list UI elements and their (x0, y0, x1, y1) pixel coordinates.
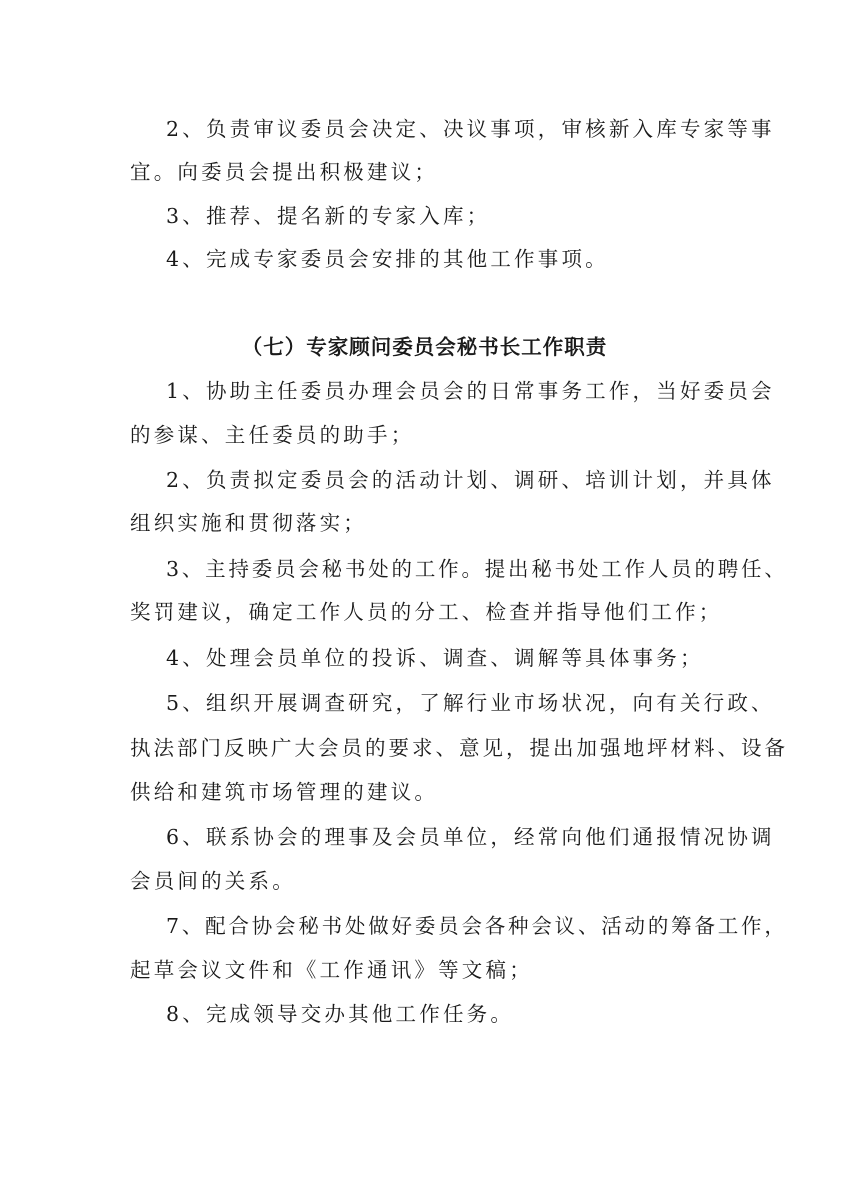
item-2-line-2: 组织实施和贯彻落实； (130, 511, 367, 535)
item-2-line-1: 2、负责拟定委员会的活动计划、调研、培训计划，并具体 (166, 468, 775, 492)
prev-item-4: 4、完成专家委员会安排的其他工作事项。 (166, 247, 609, 271)
prev-item-2-line-1: 2、负责审议委员会决定、决议事项，审核新入库专家等事 (166, 117, 775, 141)
item-8: 8、完成领导交办其他工作任务。 (166, 1002, 515, 1026)
section-heading: （七）专家顾问委员会秘书长工作职责 (241, 335, 608, 359)
item-1-line-1: 1、协助主任委员办理会员会的日常事务工作，当好委员会 (166, 379, 775, 403)
prev-item-3: 3、推荐、提名新的专家入库； (166, 204, 491, 228)
item-5-line-3: 供给和建筑市场管理的建议。 (130, 780, 439, 804)
item-1-line-2: 的参谋、主任委员的助手； (130, 423, 415, 447)
item-4: 4、处理会员单位的投诉、调查、调解等具体事务； (166, 646, 704, 670)
prev-item-2-line-2: 宜。向委员会提出积极建议； (130, 160, 439, 184)
item-3-line-1: 3、主持委员会秘书处的工作。提出秘书处工作人员的聘任、 (166, 557, 788, 581)
item-5-line-1: 5、组织开展调查研究，了解行业市场状况，向有关行政、 (166, 691, 775, 715)
item-7-line-1: 7、配合协会秘书处做好委员会各种会议、活动的筹备工作， (166, 914, 788, 938)
item-6-line-2: 会员间的关系。 (130, 869, 296, 893)
item-7-line-2: 起草会议文件和《工作通讯》等文稿； (130, 958, 533, 982)
item-5-line-2: 执法部门反映广大会员的要求、意见，提出加强地坪材料、设备 (130, 736, 788, 760)
item-6-line-1: 6、联系协会的理事及会员单位，经常向他们通报情况协调 (166, 825, 775, 849)
item-3-line-2: 奖罚建议，确定工作人员的分工、检查并指导他们工作； (130, 600, 723, 624)
